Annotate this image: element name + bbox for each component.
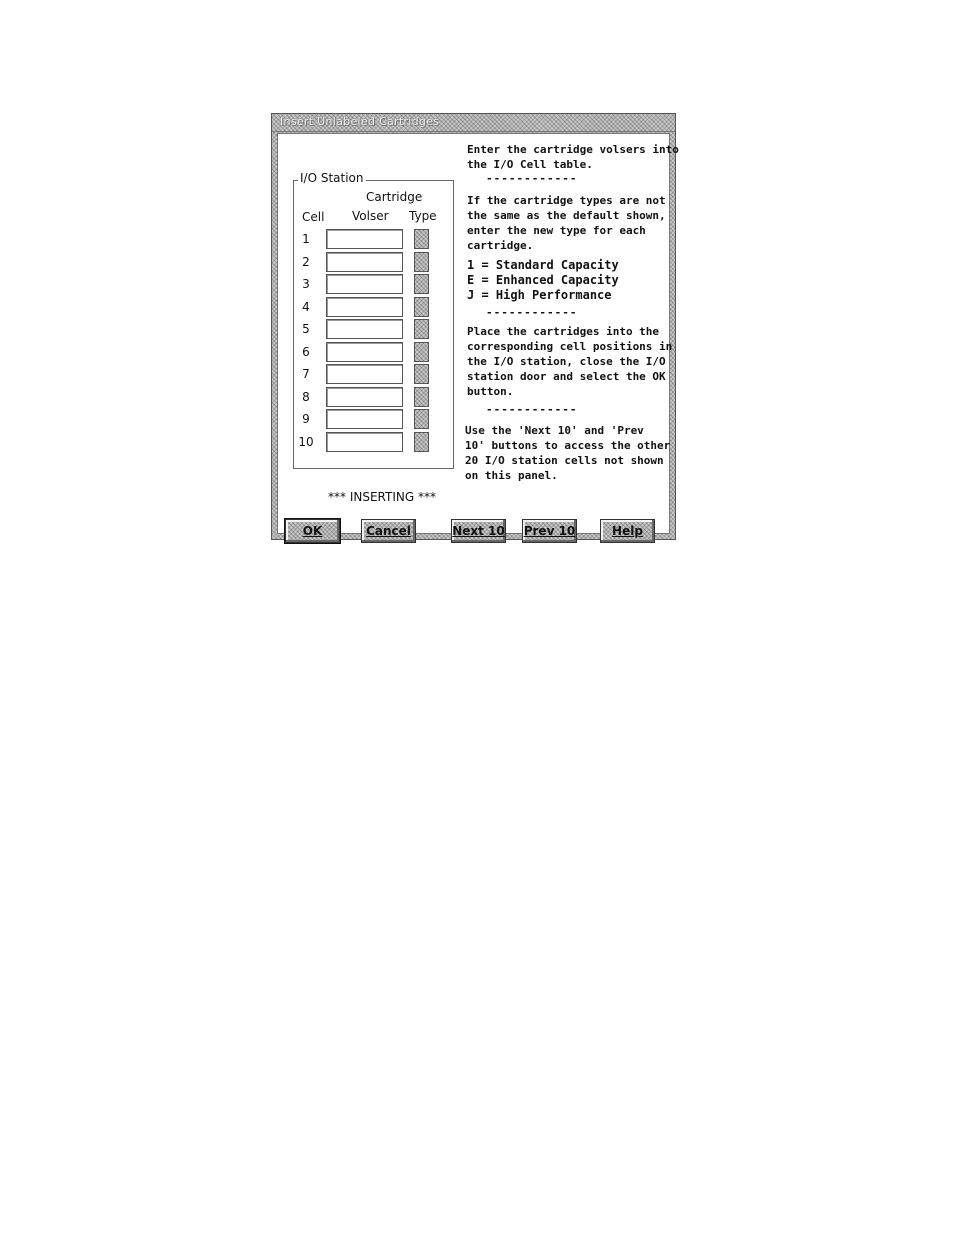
cell-number: 5 [302,322,310,336]
status-text: *** INSERTING *** [328,490,436,504]
separator-1: ------------ [486,172,578,185]
cell-number: 3 [302,277,310,291]
cell-row [278,251,448,273]
help-button[interactable]: Help [600,519,655,543]
title-bar[interactable] [272,114,675,132]
cell-row [278,273,448,295]
type-input[interactable] [414,229,429,249]
separator-2: ------------ [486,306,578,319]
dialog-body [277,133,679,538]
type-input[interactable] [414,364,429,384]
cell-number: 10 [298,434,314,449]
window-title: Insert Unlabeled Cartridges [280,115,440,128]
ok-button[interactable]: OK [285,519,340,543]
volser-input[interactable] [326,297,403,317]
cell-row [278,363,448,385]
volser-header: Volser [352,209,389,223]
type-input[interactable] [414,319,429,339]
prev-10-button[interactable]: Prev 10 [522,519,577,543]
type-input[interactable] [414,297,429,317]
volser-input[interactable] [326,432,403,452]
type-input[interactable] [414,432,429,452]
cell-row [278,318,448,340]
instruction-place-cartridges: Place the cartridges into the corresponding cell positions in the I/O station, close the I/O station door and select the OK button. [467,325,673,398]
volser-input[interactable] [326,274,403,294]
type-header: Type [409,209,437,223]
type-input[interactable] [414,252,429,272]
cell-number: 6 [302,344,310,359]
instruction-enter-volsers: Enter the cartridge volsers into the I/O Cell table. [467,143,679,171]
cell-number: 4 [302,299,310,314]
volser-input[interactable] [326,387,403,407]
cancel-button[interactable]: Cancel [361,519,416,543]
separator-3: ------------ [486,403,578,416]
io-station-label: I/O Station [300,171,364,185]
cell-row [278,431,448,453]
instruction-cartridge-types: If the cartridge types are not the same as the default shown, enter the new type for each cartridge. [467,194,666,252]
cell-number: 7 [302,367,310,381]
type-input[interactable] [414,387,429,407]
volser-input[interactable] [326,319,403,339]
type-input[interactable] [414,409,429,429]
instruction-next-prev: Use the 'Next 10' and 'Prev 10' buttons to access the other 20 I/O station cells not shown on this panel. [465,424,671,482]
next-10-button[interactable]: Next 10 [451,519,506,543]
type-input[interactable] [414,342,429,362]
volser-input[interactable] [326,229,403,249]
volser-input[interactable] [326,342,403,362]
type-legend: 1 = Standard Capacity E = Enhanced Capacity J = High Performance [467,258,619,302]
volser-input[interactable] [326,364,403,384]
volser-input[interactable] [326,252,403,272]
type-input[interactable] [414,274,429,294]
cell-row [278,228,448,250]
volser-input[interactable] [326,409,403,429]
cell-row [278,408,448,430]
cartridge-header: Cartridge [366,190,423,204]
cell-row [278,296,448,318]
cell-number: 2 [302,254,310,269]
cell-number: 8 [302,389,310,404]
cell-number: 1 [302,232,310,246]
cell-row [278,341,448,363]
cell-row [278,386,448,408]
cell-header: Cell [302,210,325,224]
insert-unlabeled-cartridges-dialog [271,113,679,540]
cell-number: 9 [302,412,310,426]
